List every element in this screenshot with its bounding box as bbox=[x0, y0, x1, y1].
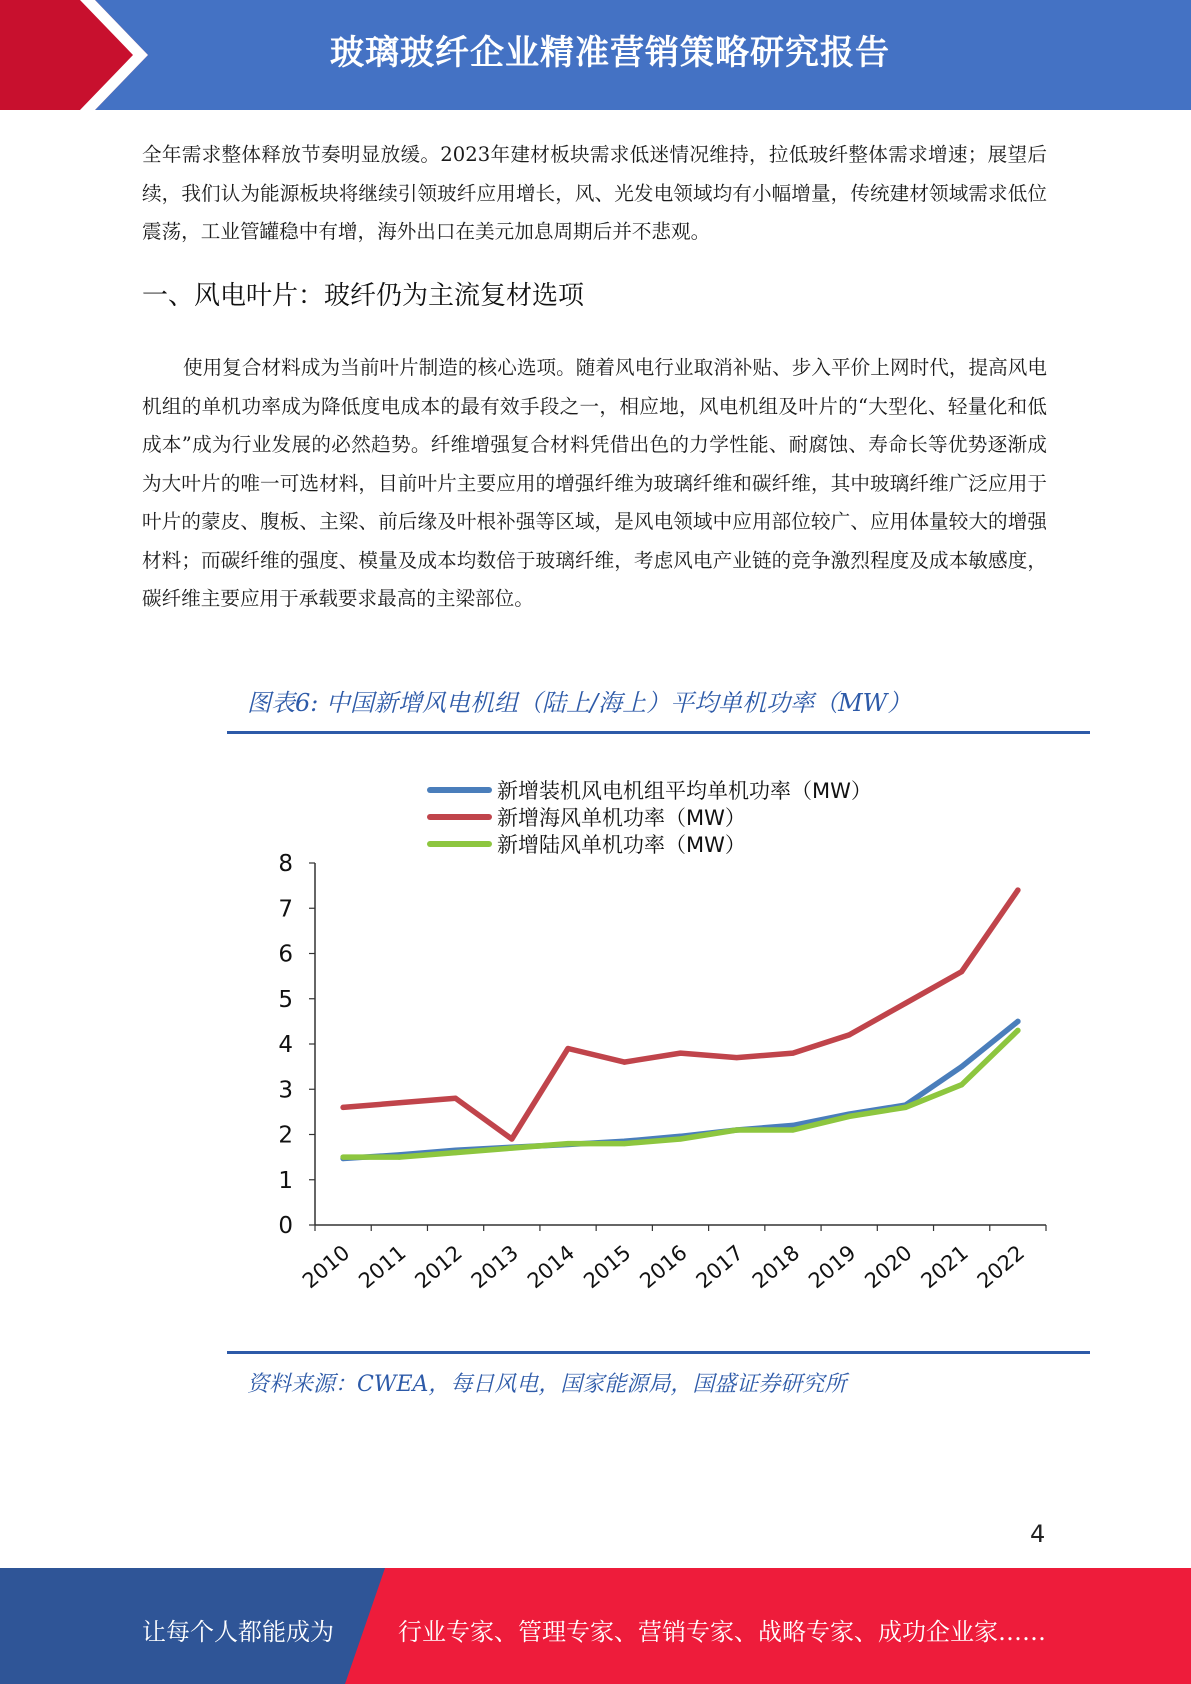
x-tick-label: 2019 bbox=[804, 1240, 861, 1294]
y-tick-label: 4 bbox=[278, 1032, 293, 1058]
legend-label-1: 新增装机风电机组平均单机功率（MW） bbox=[497, 779, 872, 803]
body-paragraph: 使用复合材料成为当前叶片制造的核心选项。随着风电行业取消补贴、步入平价上网时代，提高风电机组的单机功率成为降低度电成本的最有效手段之一，相应地，风电机组及叶片的“大型化、轻量化和低成本”成为行业发展的必然趋势。纤维增强复合材料凭借出色的力学性能、耐腐蚀、寿命长等优势逐渐成为大叶片的唯一可选材料，目前叶片主要应用的增强纤维为玻璃纤维和碳纤维，其中玻璃纤维广泛应用于叶片的蒙皮、腹板、主梁、前后缘及叶根补强等区域，是风电领域中应用部位较广、应用体量较大的增强材料；而碳纤维的强度、模量及成本均数倍于玻璃纤维，考虑风电产业链的竞争激烈程度及成本敏感度，碳纤维主要应用于承载要求最高的主梁部位。 bbox=[142, 356, 1047, 610]
data-point bbox=[565, 1141, 570, 1146]
data-point bbox=[1015, 1028, 1020, 1033]
data-point bbox=[903, 1105, 908, 1110]
data-point bbox=[847, 1114, 852, 1119]
data-point bbox=[790, 1127, 795, 1132]
line-chart bbox=[227, 745, 1090, 1345]
page-header bbox=[0, 0, 1191, 110]
x-tick-label: 2015 bbox=[579, 1240, 636, 1294]
data-point bbox=[453, 1150, 458, 1155]
data-point bbox=[622, 1060, 627, 1065]
y-tick-label: 2 bbox=[278, 1122, 293, 1149]
y-tick-label: 1 bbox=[278, 1167, 293, 1194]
data-point bbox=[509, 1136, 514, 1141]
x-tick-label: 2013 bbox=[466, 1240, 524, 1294]
data-point bbox=[678, 1050, 683, 1055]
y-tick-label: 6 bbox=[278, 941, 293, 968]
data-point bbox=[734, 1055, 739, 1060]
data-point bbox=[397, 1155, 402, 1160]
footer-slogan-left: 让每个人都能成为 bbox=[142, 1618, 334, 1646]
x-tick-label: 2018 bbox=[747, 1240, 805, 1294]
data-point bbox=[622, 1141, 627, 1146]
data-point bbox=[959, 969, 964, 974]
footer-slogan-right: 行业专家、管理专家、营销专家、战略专家、成功企业家…… bbox=[398, 1618, 1046, 1646]
x-tick-label: 2022 bbox=[972, 1240, 1030, 1294]
data-point bbox=[903, 1001, 908, 1006]
x-tick-label: 2021 bbox=[916, 1240, 973, 1294]
data-point bbox=[847, 1032, 852, 1037]
x-tick-label: 2014 bbox=[522, 1240, 580, 1294]
x-tick-label: 2016 bbox=[635, 1240, 692, 1294]
data-point bbox=[341, 1155, 346, 1160]
figure-source: 资料来源：CWEA，每日风电，国家能源局，国盛证券研究所 bbox=[247, 1372, 847, 1397]
data-point bbox=[790, 1050, 795, 1055]
data-point bbox=[509, 1145, 514, 1150]
y-tick-label: 8 bbox=[278, 851, 293, 877]
y-tick-label: 3 bbox=[278, 1077, 293, 1104]
y-tick-label: 7 bbox=[278, 896, 293, 923]
intro-paragraph: 全年需求整体释放节奏明显放缓。2023年建材板块需求低迷情况维持，拉低玻纤整体需求增速；展望后续，我们认为能源板块将继续引领玻纤应用增长，风、光发电领域均有小幅增量，传统建材领域需求低位震荡，工业管罐稳中有增，海外出口在美元加息周期后并不悲观。 bbox=[142, 143, 1047, 243]
legend-label-2: 新增海风单机功率（MW） bbox=[497, 806, 746, 830]
figure-caption: 图表6: 中国新增风电机组（陆上/海上）平均单机功率（MW） bbox=[247, 689, 912, 717]
x-tick-label: 2011 bbox=[354, 1240, 411, 1294]
section-heading: 一、风电叶片：玻纤仍为主流复材选项 bbox=[142, 281, 585, 311]
data-point bbox=[734, 1127, 739, 1132]
page-number: 4 bbox=[1030, 1520, 1046, 1548]
data-point bbox=[565, 1046, 570, 1051]
x-tick-label: 2017 bbox=[691, 1240, 748, 1294]
data-point bbox=[453, 1096, 458, 1101]
y-tick-label: 0 bbox=[278, 1213, 293, 1239]
data-point bbox=[1015, 1019, 1020, 1024]
data-point bbox=[341, 1105, 346, 1110]
data-point bbox=[959, 1082, 964, 1087]
data-point bbox=[959, 1064, 964, 1069]
y-tick-label: 5 bbox=[278, 986, 293, 1013]
data-point bbox=[1015, 888, 1020, 893]
figure-top-rule bbox=[227, 731, 1090, 734]
data-point bbox=[678, 1136, 683, 1141]
report-title: 玻璃玻纤企业精准营销策略研究报告 bbox=[330, 33, 890, 73]
x-tick-label: 2012 bbox=[410, 1240, 467, 1294]
x-tick-label: 2010 bbox=[297, 1240, 355, 1294]
x-tick-label: 2020 bbox=[860, 1240, 917, 1294]
data-point bbox=[397, 1100, 402, 1105]
legend-label-3: 新增陆风单机功率（MW） bbox=[497, 833, 746, 857]
figure-bottom-rule bbox=[227, 1351, 1090, 1354]
